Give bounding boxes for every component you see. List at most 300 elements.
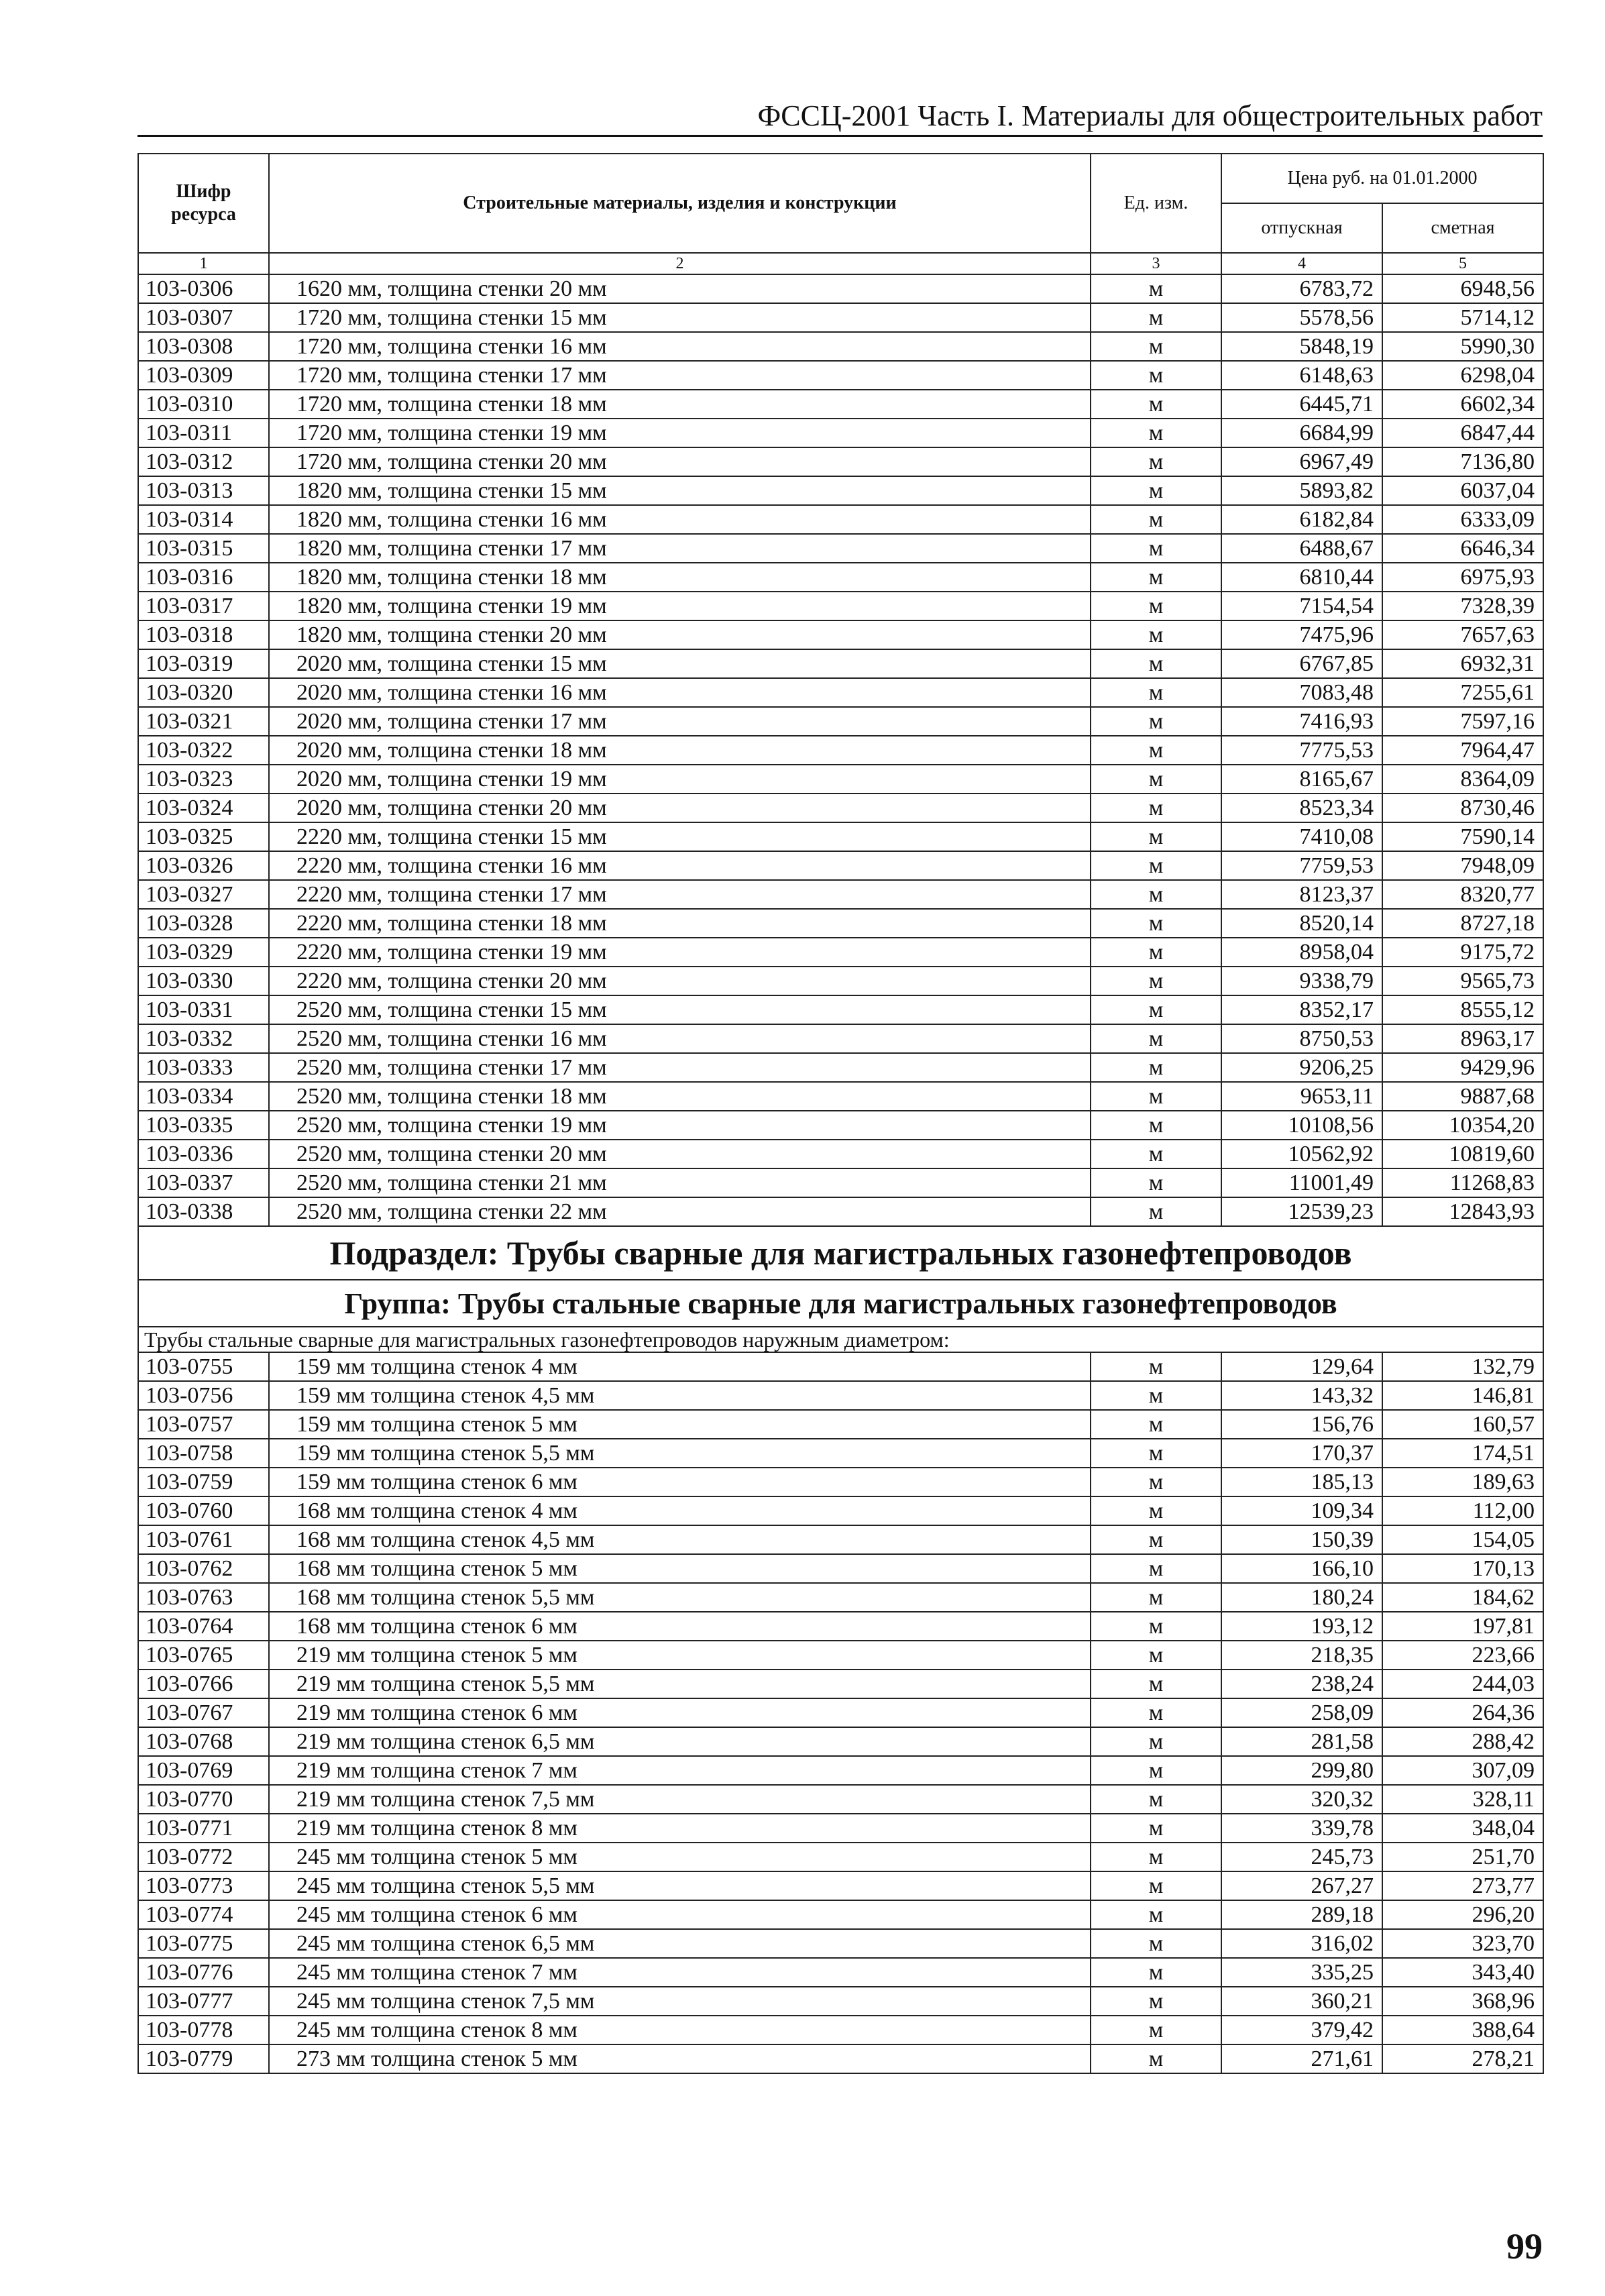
table-row — [138, 274, 1543, 303]
table-row — [138, 1727, 1543, 1756]
material-name: 219 мм толщина стенок 5,5 мм — [269, 1670, 1091, 1698]
resource-code: 103-0337 — [138, 1168, 269, 1197]
resource-code: 103-0324 — [138, 794, 269, 822]
material-name: 219 мм толщина стенок 8 мм — [269, 1814, 1091, 1843]
material-name: 2020 мм, толщина стенки 16 мм — [269, 678, 1091, 707]
unit: м — [1091, 1814, 1221, 1843]
unit: м — [1091, 1843, 1221, 1871]
resource-code: 103-0319 — [138, 649, 269, 678]
unit: м — [1091, 995, 1221, 1024]
resource-code: 103-0338 — [138, 1197, 269, 1226]
estimate-price: 307,09 — [1382, 1756, 1543, 1785]
unit: м — [1091, 390, 1221, 419]
resource-code: 103-0307 — [138, 303, 269, 332]
estimate-price: 7948,09 — [1382, 851, 1543, 880]
estimate-price: 296,20 — [1382, 1900, 1543, 1929]
estimate-price: 6932,31 — [1382, 649, 1543, 678]
table-row — [138, 2044, 1543, 2073]
resource-code: 103-0777 — [138, 1987, 269, 2016]
material-name: 1820 мм, толщина стенки 16 мм — [269, 505, 1091, 534]
release-price: 180,24 — [1221, 1583, 1382, 1612]
estimate-price: 288,42 — [1382, 1727, 1543, 1756]
release-price: 267,27 — [1221, 1871, 1382, 1900]
table-row — [138, 678, 1543, 707]
material-name: 2020 мм, толщина стенки 18 мм — [269, 736, 1091, 765]
material-name: 2020 мм, толщина стенки 20 мм — [269, 794, 1091, 822]
price-table — [137, 153, 1544, 2074]
unit: м — [1091, 447, 1221, 476]
resource-code: 103-0764 — [138, 1612, 269, 1641]
material-name: 159 мм толщина стенок 5,5 мм — [269, 1439, 1091, 1468]
group-intro: Трубы стальные сварные для магистральных газонефтепроводов наружным диаметром: — [138, 1327, 1543, 1352]
column-number: 4 — [1221, 253, 1382, 274]
table-row — [138, 1352, 1543, 1381]
release-price: 7416,93 — [1221, 707, 1382, 736]
table-row — [138, 1525, 1543, 1554]
material-name: 1720 мм, толщина стенки 19 мм — [269, 419, 1091, 447]
running-header: ФССЦ-2001 Часть I. Материалы для общестроительных работ — [137, 97, 1543, 137]
estimate-price: 160,57 — [1382, 1410, 1543, 1439]
material-name: 245 мм толщина стенок 5,5 мм — [269, 1871, 1091, 1900]
table-row — [138, 592, 1543, 620]
resource-code: 103-0770 — [138, 1785, 269, 1814]
resource-code: 103-0314 — [138, 505, 269, 534]
unit: м — [1091, 794, 1221, 822]
material-name: 2520 мм, толщина стенки 17 мм — [269, 1053, 1091, 1082]
material-name: 168 мм толщина стенок 6 мм — [269, 1612, 1091, 1641]
unit: м — [1091, 1871, 1221, 1900]
release-price: 335,25 — [1221, 1958, 1382, 1987]
table-row — [138, 967, 1543, 995]
estimate-price: 7255,61 — [1382, 678, 1543, 707]
unit: м — [1091, 1381, 1221, 1410]
estimate-price: 8320,77 — [1382, 880, 1543, 909]
table-row — [138, 1381, 1543, 1410]
resource-code: 103-0779 — [138, 2044, 269, 2073]
material-name: 219 мм толщина стенок 6 мм — [269, 1698, 1091, 1727]
resource-code: 103-0317 — [138, 592, 269, 620]
release-price: 185,13 — [1221, 1468, 1382, 1496]
resource-code: 103-0332 — [138, 1024, 269, 1053]
material-name: 1720 мм, толщина стенки 20 мм — [269, 447, 1091, 476]
estimate-price: 368,96 — [1382, 1987, 1543, 2016]
resource-code: 103-0756 — [138, 1381, 269, 1410]
unit: м — [1091, 419, 1221, 447]
release-price: 6445,71 — [1221, 390, 1382, 419]
col-header-price: Цена руб. на 01.01.2000 — [1221, 154, 1543, 203]
release-price: 150,39 — [1221, 1525, 1382, 1554]
table-row — [138, 1496, 1543, 1525]
table-row — [138, 1439, 1543, 1468]
table-row — [138, 390, 1543, 419]
material-name: 1720 мм, толщина стенки 18 мм — [269, 390, 1091, 419]
unit: м — [1091, 1352, 1221, 1381]
page-number: 99 — [1506, 2226, 1543, 2266]
release-price: 6810,44 — [1221, 563, 1382, 592]
col-header-estimate-price: сметная — [1382, 203, 1543, 253]
resource-code: 103-0322 — [138, 736, 269, 765]
table-row — [138, 909, 1543, 938]
resource-code: 103-0774 — [138, 1900, 269, 1929]
release-price: 6182,84 — [1221, 505, 1382, 534]
release-price: 360,21 — [1221, 1987, 1382, 2016]
table-row — [138, 1785, 1543, 1814]
estimate-price: 8963,17 — [1382, 1024, 1543, 1053]
table-row — [138, 1958, 1543, 1987]
unit: м — [1091, 274, 1221, 303]
release-price: 6684,99 — [1221, 419, 1382, 447]
resource-code: 103-0758 — [138, 1439, 269, 1468]
table-row — [138, 505, 1543, 534]
release-price: 379,42 — [1221, 2016, 1382, 2044]
col-header-unit: Ед. изм. — [1091, 154, 1221, 253]
unit: м — [1091, 880, 1221, 909]
resource-code: 103-0315 — [138, 534, 269, 563]
material-name: 2220 мм, толщина стенки 17 мм — [269, 880, 1091, 909]
rows-gas-oil-pipes — [138, 1352, 1543, 2073]
estimate-price: 7597,16 — [1382, 707, 1543, 736]
unit: м — [1091, 1670, 1221, 1698]
unit: м — [1091, 2016, 1221, 2044]
table-row — [138, 1410, 1543, 1439]
material-name: 2220 мм, толщина стенки 16 мм — [269, 851, 1091, 880]
release-price: 6767,85 — [1221, 649, 1382, 678]
resource-code: 103-0331 — [138, 995, 269, 1024]
resource-code: 103-0327 — [138, 880, 269, 909]
release-price: 271,61 — [1221, 2044, 1382, 2073]
estimate-price: 7328,39 — [1382, 592, 1543, 620]
material-name: 2020 мм, толщина стенки 17 мм — [269, 707, 1091, 736]
estimate-price: 244,03 — [1382, 1670, 1543, 1698]
column-number: 1 — [138, 253, 269, 274]
estimate-price: 264,36 — [1382, 1698, 1543, 1727]
subsection-title: Подраздел: Трубы сварные для магистральных газонефтепроводов — [138, 1226, 1543, 1280]
unit: м — [1091, 361, 1221, 390]
estimate-price: 5990,30 — [1382, 332, 1543, 361]
material-name: 168 мм толщина стенок 5 мм — [269, 1554, 1091, 1583]
unit: м — [1091, 1197, 1221, 1226]
material-name: 1820 мм, толщина стенки 20 мм — [269, 620, 1091, 649]
table-header — [138, 154, 1543, 274]
table-row — [138, 1612, 1543, 1641]
estimate-price: 348,04 — [1382, 1814, 1543, 1843]
unit: м — [1091, 1612, 1221, 1641]
resource-code: 103-0320 — [138, 678, 269, 707]
material-name: 1720 мм, толщина стенки 17 мм — [269, 361, 1091, 390]
column-number-row — [138, 253, 1543, 274]
estimate-price: 7657,63 — [1382, 620, 1543, 649]
resource-code: 103-0761 — [138, 1525, 269, 1554]
material-name: 2520 мм, толщина стенки 19 мм — [269, 1111, 1091, 1140]
release-price: 193,12 — [1221, 1612, 1382, 1641]
unit: м — [1091, 707, 1221, 736]
table-row — [138, 1197, 1543, 1226]
resource-code: 103-0309 — [138, 361, 269, 390]
table-row — [138, 447, 1543, 476]
resource-code: 103-0763 — [138, 1583, 269, 1612]
material-name: 245 мм толщина стенок 5 мм — [269, 1843, 1091, 1871]
unit: м — [1091, 1082, 1221, 1111]
material-name: 159 мм толщина стенок 6 мм — [269, 1468, 1091, 1496]
estimate-price: 7590,14 — [1382, 822, 1543, 851]
release-price: 281,58 — [1221, 1727, 1382, 1756]
resource-code: 103-0775 — [138, 1929, 269, 1958]
unit: м — [1091, 678, 1221, 707]
resource-code: 103-0776 — [138, 1958, 269, 1987]
resource-code: 103-0325 — [138, 822, 269, 851]
material-name: 245 мм толщина стенок 8 мм — [269, 2016, 1091, 2044]
resource-code: 103-0773 — [138, 1871, 269, 1900]
unit: м — [1091, 649, 1221, 678]
release-price: 129,64 — [1221, 1352, 1382, 1381]
resource-code: 103-0767 — [138, 1698, 269, 1727]
resource-code: 103-0772 — [138, 1843, 269, 1871]
release-price: 7775,53 — [1221, 736, 1382, 765]
release-price: 8520,14 — [1221, 909, 1382, 938]
release-price: 320,32 — [1221, 1785, 1382, 1814]
resource-code: 103-0765 — [138, 1641, 269, 1670]
unit: м — [1091, 1496, 1221, 1525]
unit: м — [1091, 563, 1221, 592]
unit: м — [1091, 303, 1221, 332]
table-row — [138, 1814, 1543, 1843]
estimate-price: 132,79 — [1382, 1352, 1543, 1381]
unit: м — [1091, 505, 1221, 534]
release-price: 9653,11 — [1221, 1082, 1382, 1111]
unit: м — [1091, 534, 1221, 563]
material-name: 159 мм толщина стенок 4 мм — [269, 1352, 1091, 1381]
release-price: 316,02 — [1221, 1929, 1382, 1958]
material-name: 1820 мм, толщина стенки 19 мм — [269, 592, 1091, 620]
col-header-code: Шифр ресурса — [138, 154, 269, 253]
material-name: 2520 мм, толщина стенки 15 мм — [269, 995, 1091, 1024]
material-name: 245 мм толщина стенок 6,5 мм — [269, 1929, 1091, 1958]
material-name: 159 мм толщина стенок 4,5 мм — [269, 1381, 1091, 1410]
material-name: 245 мм толщина стенок 7 мм — [269, 1958, 1091, 1987]
resource-code: 103-0768 — [138, 1727, 269, 1756]
release-price: 8123,37 — [1221, 880, 1382, 909]
estimate-price: 8555,12 — [1382, 995, 1543, 1024]
table-row — [138, 995, 1543, 1024]
resource-code: 103-0769 — [138, 1756, 269, 1785]
unit: м — [1091, 765, 1221, 794]
table-row — [138, 620, 1543, 649]
table-row — [138, 563, 1543, 592]
release-price: 218,35 — [1221, 1641, 1382, 1670]
table-row — [138, 1082, 1543, 1111]
table-row — [138, 1641, 1543, 1670]
unit: м — [1091, 1468, 1221, 1496]
group-title: Группа: Трубы стальные сварные для магистральных газонефтепроводов — [138, 1280, 1543, 1327]
release-price: 5578,56 — [1221, 303, 1382, 332]
unit: м — [1091, 1111, 1221, 1140]
release-price: 6148,63 — [1221, 361, 1382, 390]
release-price: 12539,23 — [1221, 1197, 1382, 1226]
resource-code: 103-0757 — [138, 1410, 269, 1439]
unit: м — [1091, 1554, 1221, 1583]
resource-code: 103-0336 — [138, 1140, 269, 1168]
release-price: 8958,04 — [1221, 938, 1382, 967]
release-price: 166,10 — [1221, 1554, 1382, 1583]
resource-code: 103-0311 — [138, 419, 269, 447]
estimate-price: 184,62 — [1382, 1583, 1543, 1612]
resource-code: 103-0778 — [138, 2016, 269, 2044]
resource-code: 103-0313 — [138, 476, 269, 505]
material-name: 1820 мм, толщина стенки 17 мм — [269, 534, 1091, 563]
resource-code: 103-0759 — [138, 1468, 269, 1496]
estimate-price: 154,05 — [1382, 1525, 1543, 1554]
estimate-price: 223,66 — [1382, 1641, 1543, 1670]
release-price: 143,32 — [1221, 1381, 1382, 1410]
table-row — [138, 1698, 1543, 1727]
material-name: 219 мм толщина стенок 7 мм — [269, 1756, 1091, 1785]
unit: м — [1091, 967, 1221, 995]
estimate-price: 10819,60 — [1382, 1140, 1543, 1168]
material-name: 219 мм толщина стенок 7,5 мм — [269, 1785, 1091, 1814]
estimate-price: 323,70 — [1382, 1929, 1543, 1958]
estimate-price: 10354,20 — [1382, 1111, 1543, 1140]
unit: м — [1091, 1024, 1221, 1053]
release-price: 6488,67 — [1221, 534, 1382, 563]
unit: м — [1091, 1410, 1221, 1439]
material-name: 168 мм толщина стенок 5,5 мм — [269, 1583, 1091, 1612]
table-row — [138, 1871, 1543, 1900]
release-price: 10108,56 — [1221, 1111, 1382, 1140]
material-name: 2520 мм, толщина стенки 16 мм — [269, 1024, 1091, 1053]
release-price: 8165,67 — [1221, 765, 1382, 794]
table-row — [138, 1929, 1543, 1958]
resource-code: 103-0318 — [138, 620, 269, 649]
estimate-price: 9887,68 — [1382, 1082, 1543, 1111]
release-price: 9338,79 — [1221, 967, 1382, 995]
material-name: 1820 мм, толщина стенки 15 мм — [269, 476, 1091, 505]
unit: м — [1091, 1756, 1221, 1785]
release-price: 8352,17 — [1221, 995, 1382, 1024]
unit: м — [1091, 1929, 1221, 1958]
estimate-price: 174,51 — [1382, 1439, 1543, 1468]
estimate-price: 6975,93 — [1382, 563, 1543, 592]
estimate-price: 9565,73 — [1382, 967, 1543, 995]
resource-code: 103-0312 — [138, 447, 269, 476]
estimate-price: 146,81 — [1382, 1381, 1543, 1410]
release-price: 6967,49 — [1221, 447, 1382, 476]
table-row — [138, 880, 1543, 909]
estimate-price: 278,21 — [1382, 2044, 1543, 2073]
unit: м — [1091, 1140, 1221, 1168]
resource-code: 103-0771 — [138, 1814, 269, 1843]
table-row — [138, 534, 1543, 563]
release-price: 299,80 — [1221, 1756, 1382, 1785]
material-name: 2020 мм, толщина стенки 15 мм — [269, 649, 1091, 678]
estimate-price: 9429,96 — [1382, 1053, 1543, 1082]
unit: м — [1091, 938, 1221, 967]
column-number: 3 — [1091, 253, 1221, 274]
unit: м — [1091, 1987, 1221, 2016]
estimate-price: 11268,83 — [1382, 1168, 1543, 1197]
estimate-price: 273,77 — [1382, 1871, 1543, 1900]
release-price: 5848,19 — [1221, 332, 1382, 361]
release-price: 8750,53 — [1221, 1024, 1382, 1053]
unit: м — [1091, 592, 1221, 620]
release-price: 7410,08 — [1221, 822, 1382, 851]
material-name: 159 мм толщина стенок 5 мм — [269, 1410, 1091, 1439]
release-price: 258,09 — [1221, 1698, 1382, 1727]
material-name: 2520 мм, толщина стенки 20 мм — [269, 1140, 1091, 1168]
material-name: 245 мм толщина стенок 6 мм — [269, 1900, 1091, 1929]
unit: м — [1091, 1785, 1221, 1814]
unit: м — [1091, 1900, 1221, 1929]
unit: м — [1091, 476, 1221, 505]
resource-code: 103-0760 — [138, 1496, 269, 1525]
material-name: 2520 мм, толщина стенки 21 мм — [269, 1168, 1091, 1197]
estimate-price: 8364,09 — [1382, 765, 1543, 794]
col-header-name: Строительные материалы, изделия и конструкции — [269, 154, 1091, 253]
estimate-price: 197,81 — [1382, 1612, 1543, 1641]
estimate-price: 12843,93 — [1382, 1197, 1543, 1226]
material-name: 2520 мм, толщина стенки 22 мм — [269, 1197, 1091, 1226]
release-price: 156,76 — [1221, 1410, 1382, 1439]
table-row — [138, 1670, 1543, 1698]
release-price: 8523,34 — [1221, 794, 1382, 822]
resource-code: 103-0335 — [138, 1111, 269, 1140]
estimate-price: 343,40 — [1382, 1958, 1543, 1987]
table-row — [138, 1168, 1543, 1197]
material-name: 1720 мм, толщина стенки 16 мм — [269, 332, 1091, 361]
material-name: 2020 мм, толщина стенки 19 мм — [269, 765, 1091, 794]
material-name: 168 мм толщина стенок 4 мм — [269, 1496, 1091, 1525]
release-price: 339,78 — [1221, 1814, 1382, 1843]
resource-code: 103-0330 — [138, 967, 269, 995]
estimate-price: 189,63 — [1382, 1468, 1543, 1496]
release-price: 289,18 — [1221, 1900, 1382, 1929]
material-name: 2220 мм, толщина стенки 18 мм — [269, 909, 1091, 938]
unit: м — [1091, 1698, 1221, 1727]
estimate-price: 112,00 — [1382, 1496, 1543, 1525]
estimate-price: 7136,80 — [1382, 447, 1543, 476]
unit: м — [1091, 332, 1221, 361]
resource-code: 103-0316 — [138, 563, 269, 592]
table-row — [138, 765, 1543, 794]
table-row — [138, 332, 1543, 361]
estimate-price: 170,13 — [1382, 1554, 1543, 1583]
material-name: 245 мм толщина стенок 7,5 мм — [269, 1987, 1091, 2016]
table-row — [138, 938, 1543, 967]
section-headings — [138, 1226, 1543, 1352]
col-header-release-price: отпускная — [1221, 203, 1382, 253]
material-name: 2220 мм, толщина стенки 19 мм — [269, 938, 1091, 967]
material-name: 2220 мм, толщина стенки 20 мм — [269, 967, 1091, 995]
material-name: 2520 мм, толщина стенки 18 мм — [269, 1082, 1091, 1111]
estimate-price: 6037,04 — [1382, 476, 1543, 505]
unit: м — [1091, 1168, 1221, 1197]
resource-code: 103-0762 — [138, 1554, 269, 1583]
estimate-price: 8727,18 — [1382, 909, 1543, 938]
table-row — [138, 649, 1543, 678]
unit: м — [1091, 1958, 1221, 1987]
table-row — [138, 1843, 1543, 1871]
unit: м — [1091, 736, 1221, 765]
table-row — [138, 1987, 1543, 2016]
estimate-price: 6298,04 — [1382, 361, 1543, 390]
unit: м — [1091, 1439, 1221, 1468]
resource-code: 103-0333 — [138, 1053, 269, 1082]
resource-code: 103-0310 — [138, 390, 269, 419]
unit: м — [1091, 909, 1221, 938]
unit: м — [1091, 851, 1221, 880]
material-name: 219 мм толщина стенок 5 мм — [269, 1641, 1091, 1670]
table-row — [138, 736, 1543, 765]
estimate-price: 6602,34 — [1382, 390, 1543, 419]
